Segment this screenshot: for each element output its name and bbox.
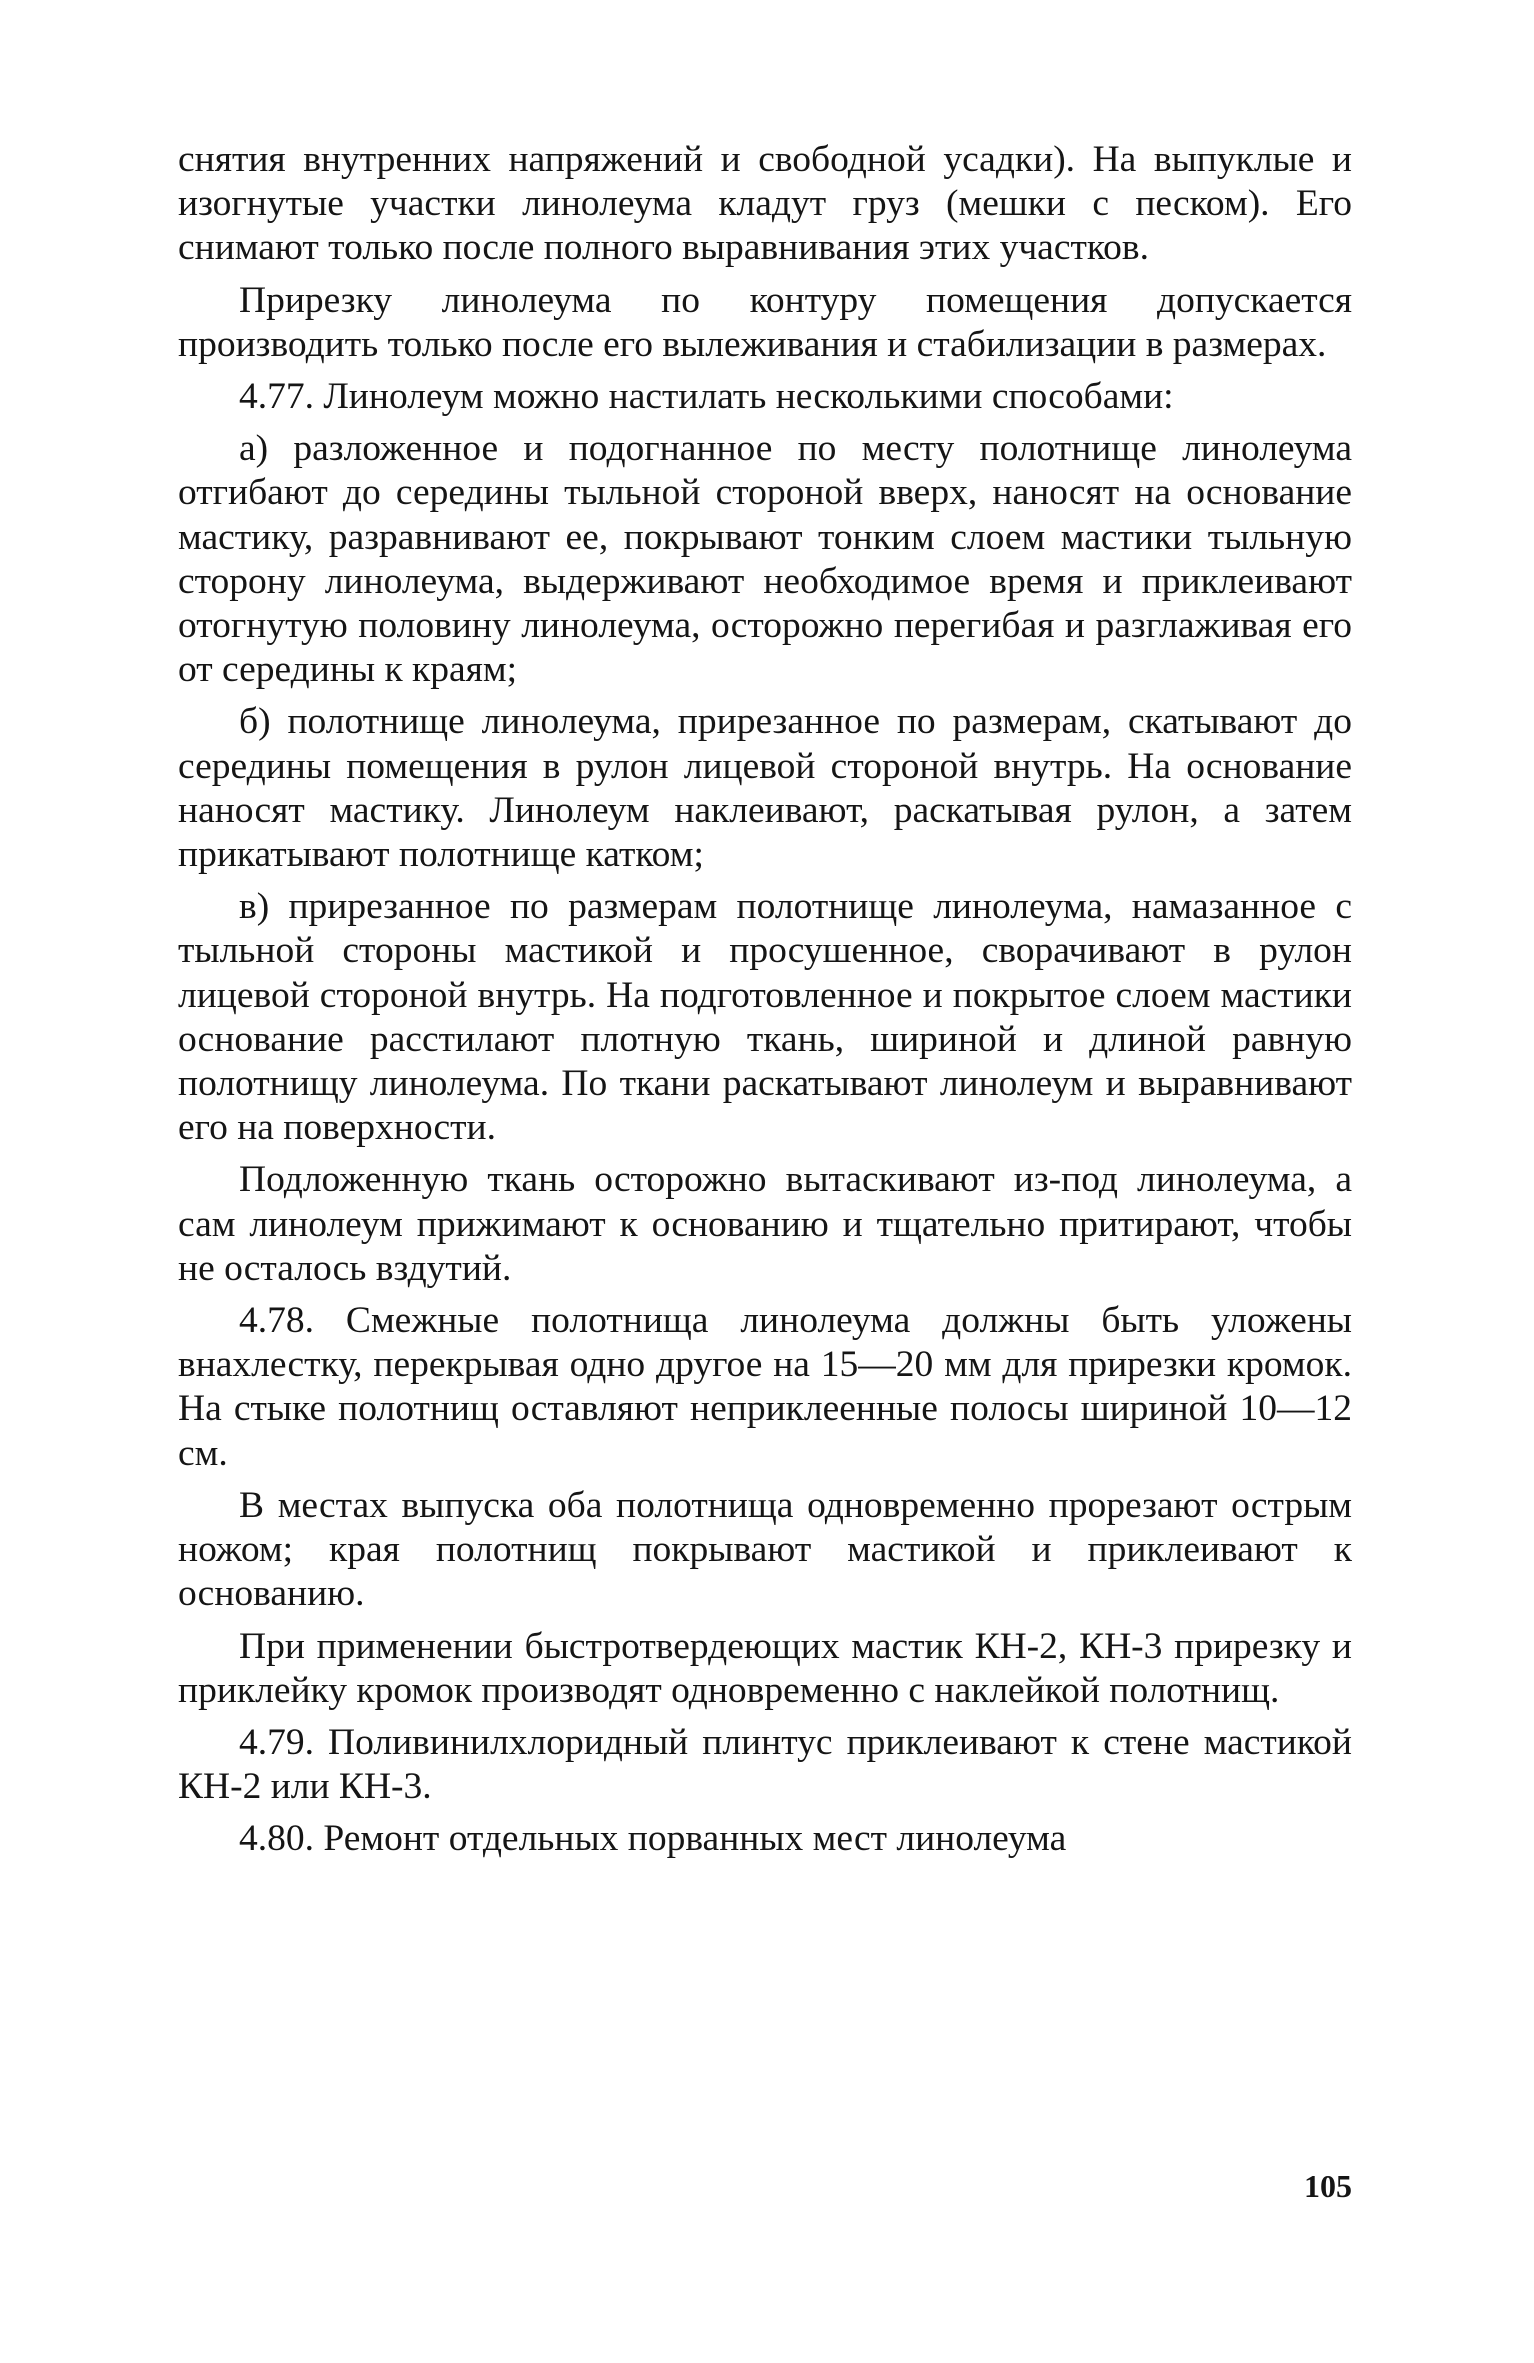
paragraph-trimming: Прирезку линолеума по контуру помещения допускается производить только после его вылеживания и стабилизации в размерах.: [178, 279, 1352, 365]
paragraph-4-78: 4.78. Смежные полотнища линолеума должны быть уложены внахлестку, перекрывая одно другое на 15—20 мм для прирезки кромок. На стыке полотнищ оставляют неприклеенные полосы шириной 10—12 см.: [178, 1300, 1352, 1474]
list-item-a: а) разложенное и подогнанное по месту полотнище линолеума отгибают до середины тыльной стороной вверх, наносят на основание мастику, разравнивают ее, покрывают тонким слоем мастики тыльную сторону линолеума, выдерживают необходимое время и приклеивают отогнутую половину линолеума, осторожно перегибая и разглаживая его от середины к краям;: [178, 428, 1352, 691]
paragraph-continued: снятия внутренних напряжений и свободной усадки). На выпуклые и изогнутые участки линолеума кладут груз (мешки с песком). Его снимают только после полного выравнивания этих участков.: [178, 139, 1352, 269]
page-number: 105: [1304, 2168, 1352, 2204]
list-item-v: в) прирезанное по размерам полотнище линолеума, намазанное с тыльной стороны мастикой и просушенное, сворачивают в рулон лицевой стороной внутрь. На подготовленное и покрытое слоем мастики основание расстилают плотную ткань, шириной и длиной равную полотнищу линолеума. По ткани раскатывают линолеум и выравнивают его на поверхности.: [178, 886, 1352, 1149]
paragraph-mastics: При применении быстротвердеющих мастик КН-2, КН-3 прирезку и приклейку кромок производят одновременно с наклейкой полотнищ.: [178, 1625, 1352, 1711]
paragraph-cutting: В местах выпуска оба полотнища одновременно прорезают острым ножом; края полотнищ покрывают мастикой и приклеивают к основанию.: [178, 1484, 1352, 1615]
list-item-b: б) полотнище линолеума, прирезанное по размерам, скатывают до середины помещения в рулон лицевой стороной внутрь. На основание наносят мастику. Линолеум наклеивают, раскатывая рулон, а затем прикатывают полотнище катком;: [178, 701, 1352, 876]
body-text: [178, 138, 1352, 1870]
paragraph-4-79: 4.79. Поливинилхлоридный плинтус приклеивают к стене мастикой КН-2 или КН-3.: [178, 1721, 1352, 1808]
paragraph-4-80: 4.80. Ремонт отдельных порванных мест линолеума: [239, 1818, 1067, 1860]
paragraph-fabric: Подложенную ткань осторожно вытаскивают из-под линолеума, а сам линолеум прижимают к основанию и тщательно притирают, чтобы не осталось вздутий.: [178, 1159, 1352, 1289]
paragraph-4-77: 4.77. Линолеум можно настилать несколькими способами:: [239, 376, 1174, 418]
